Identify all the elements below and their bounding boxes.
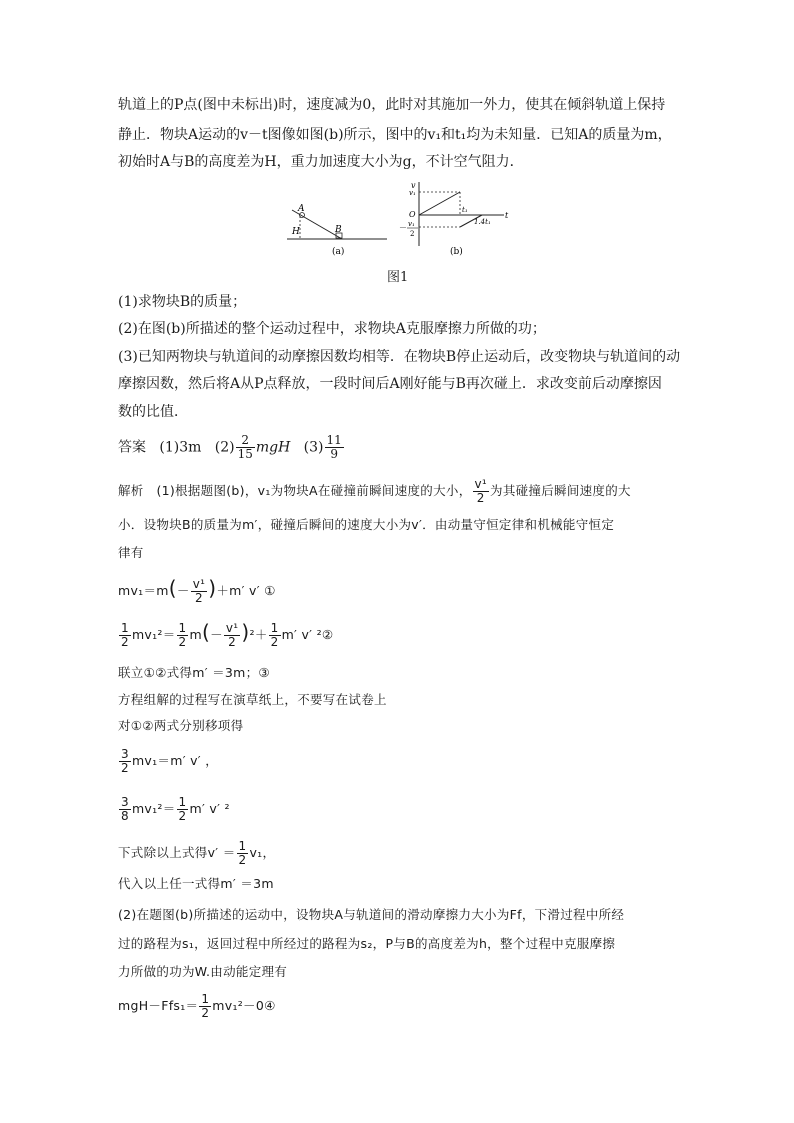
- solution-line-8: 代入以上任一式得m′ ＝3m: [118, 876, 274, 891]
- solution-p2-line-2: 过的路程为s₁，返回过程中所经过的路程为s₂，P与B的高度差为h，整个过程中克服摩擦: [118, 936, 616, 951]
- answer-2-prefix: (2): [214, 439, 235, 456]
- label-B: B: [335, 225, 342, 235]
- problem-line-2: 静止．物块A运动的v－t图像如图(b)所示，图中的v₁和t₁均为未知量．已知A的质量为m，: [118, 127, 672, 143]
- solution-line-7: 下式除以上式得v′ ＝ $\frac{1}{2}$ v₁，: [118, 839, 276, 867]
- label-t: t: [505, 211, 509, 220]
- question-3-line-2: 摩擦因数，然后将A从P点释放，一段时间后A刚好能与B再次碰上．求改变前后动摩擦因: [118, 376, 662, 392]
- solution-label: 解析: [118, 483, 144, 498]
- question-3-line-1: (3)已知两物块与轨道间的动摩擦因数均相等．在物块B停止运动后，改变物块与轨道间的动: [118, 349, 681, 365]
- figure-1: [282, 180, 512, 260]
- solution-fraction-1: $\frac{\text{v¹}}{2}$: [474, 477, 488, 505]
- solution-p2-line-1: (2)在题图(b)所描述的运动中，设物块A与轨道间的滑动摩擦力大小为Ff，下滑过程中所经: [118, 907, 625, 922]
- line-accel: [419, 192, 460, 215]
- problem-line-3: 初始时A与B的高度差为H，重力加速度大小为g，不计空气阻力．: [118, 154, 524, 170]
- solution-line-1: [118, 478, 631, 505]
- label-v1: v₁: [409, 189, 416, 197]
- label-v: v: [411, 181, 416, 190]
- label-b: (b): [450, 247, 463, 257]
- label-t1: t₁: [462, 206, 468, 214]
- question-3-line-3: 数的比值．: [118, 404, 188, 420]
- answer-2-fraction: $\frac{2}{15}$: [237, 433, 253, 461]
- question-2: (2)在图(b)所描述的整个运动过程中，求物块A克服摩擦力所做的功；: [118, 321, 546, 337]
- solution-line-3: 律有: [118, 545, 144, 560]
- solution-line-4: 联立①②式得m′ ＝3m；③: [118, 665, 270, 680]
- label-O: O: [409, 210, 416, 219]
- equation-5: mgH－Ffs₁＝ $\frac{1}{2}$ mv₁²－0④: [118, 992, 276, 1020]
- problem-line-1: 轨道上的P点(图中未标出)时，速度减为0，此时对其施加一外力，使其在倾斜轨道上保持: [118, 97, 666, 113]
- equation-4: $\frac{3}{8}$ mv₁²＝ $\frac{1}{2}$ m′ v′ ²: [121, 795, 230, 823]
- figure-svg: [282, 180, 512, 260]
- figure-a: [287, 204, 387, 257]
- label-minus: －: [399, 223, 407, 232]
- answer-3-prefix: (3): [303, 439, 324, 456]
- solution-line-5: 方程组解的过程写在演草纸上，不要写在试卷上: [118, 692, 387, 707]
- answer-1: (1)3m: [159, 439, 202, 456]
- answer-label: 答案: [118, 439, 146, 456]
- answer-line: [118, 434, 345, 461]
- solution-text-1a: (1)根据题图(b)，v₁为物块A在碰撞前瞬间速度的大小，: [156, 483, 472, 498]
- label-1-4t1: 1.4t₁: [474, 218, 491, 226]
- solution-line-6: 对①②两式分别移项得: [118, 718, 244, 733]
- label-A: A: [298, 204, 305, 214]
- solution-p2-line-3: 力所做的功为W.由动能定理有: [118, 964, 288, 979]
- figure-b: [399, 181, 509, 257]
- label-neg-num: v₁: [408, 220, 415, 228]
- answer-2-suffix: mgH: [255, 439, 291, 456]
- label-neg-den: 2: [410, 230, 415, 238]
- figure-caption: 图1: [387, 270, 409, 285]
- solution-line-2: 小．设物块B的质量为m′，碰撞后瞬间的速度大小为v′．由动量守恒定律和机械能守恒定: [118, 517, 615, 532]
- label-H: H: [292, 227, 300, 237]
- equation-1: mv₁＝m(－ $\frac{\text{v¹}}{2}$ )＋m′ v′ ①: [118, 576, 276, 605]
- answer-3-fraction: $\frac{11}{9}$: [326, 433, 342, 461]
- label-a: (a): [332, 247, 345, 257]
- question-1: (1)求物块B的质量；: [118, 294, 247, 310]
- equation-3: $\frac{3}{2}$ mv₁＝m′ v′ ，: [121, 747, 219, 775]
- solution-text-1b: 为其碰撞后瞬间速度的大: [490, 483, 631, 498]
- equation-2: $\frac{1}{2}$ mv₁²＝ $\frac{1}{2}$ m(－ $\frac{\text{v¹}}{2}$ )²＋ $\frac{1}{2}$ m′ v′ ²②: [121, 620, 334, 649]
